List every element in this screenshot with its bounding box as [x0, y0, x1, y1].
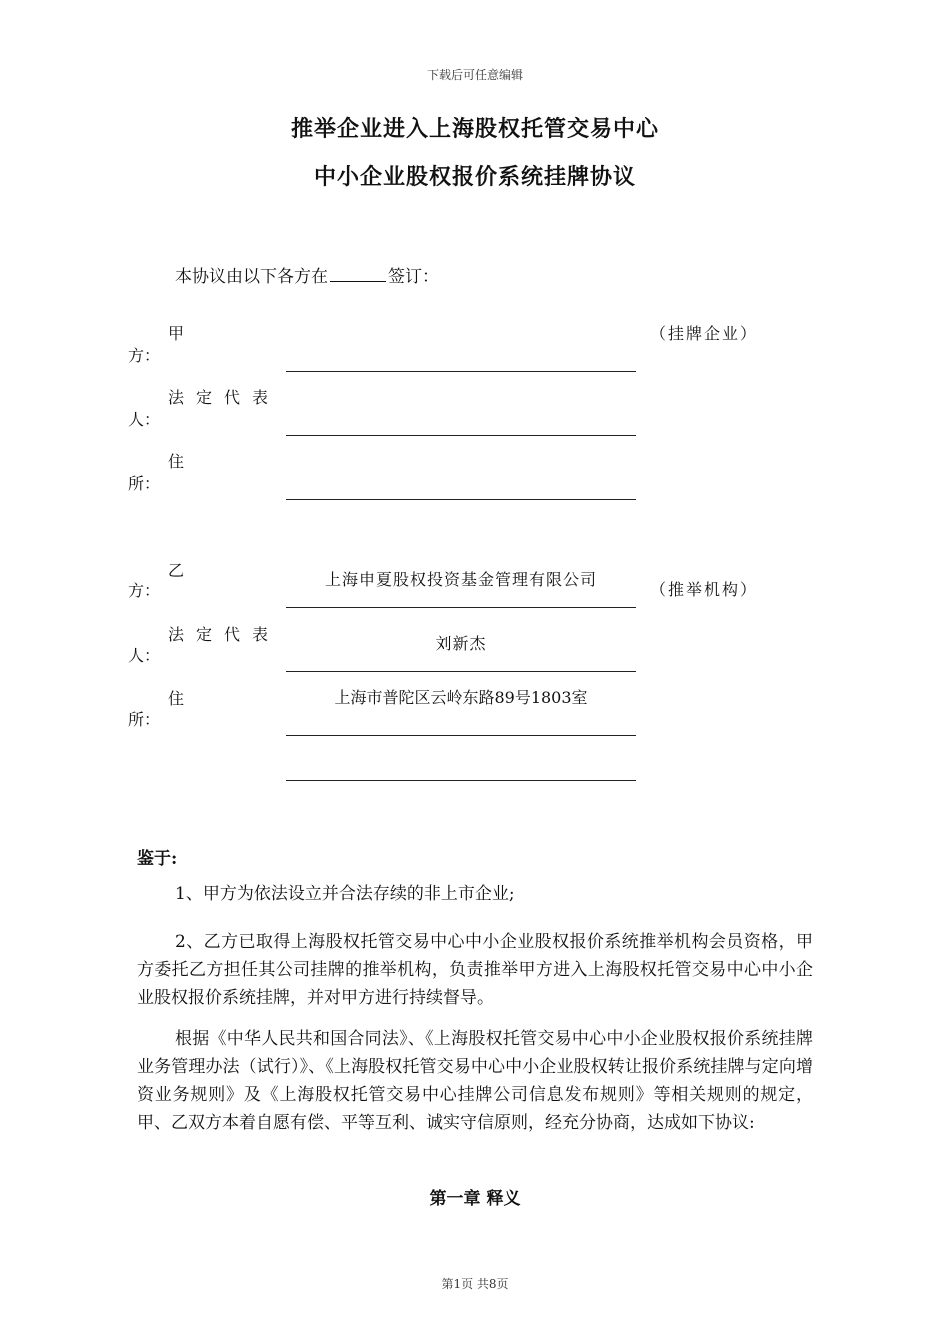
party-a-addr-line [286, 499, 636, 500]
party-a-label-bottom: 方： [128, 346, 161, 365]
party-b-addr-label-bottom: 所： [128, 710, 161, 729]
party-b-rep-label-top: 法定代表 [168, 625, 281, 644]
intro-before: 本协议由以下各方在 [175, 267, 328, 287]
party-b-extra-line [286, 780, 636, 781]
party-a-role: （挂牌企业） [650, 324, 759, 343]
party-b-label-top: 乙 [168, 561, 195, 580]
document-title-line2: 中小企业股权报价系统挂牌协议 [313, 165, 636, 190]
party-a-rep-label-top: 法定代表 [168, 388, 281, 407]
document-title-line1: 推举企业进入上海股权托管交易中心 [290, 117, 659, 142]
page-footer: 第1页 共8页 [441, 1277, 509, 1291]
signing-place-blank [330, 267, 386, 282]
header-note: 下载后可任意编辑 [426, 68, 523, 82]
whereas-item-2: 2、乙方已取得上海股权托管交易中心中小企业股权报价系统推举机构会员资格，甲方委托乙方担任其公司挂牌的推举机构，负责推举甲方进入上海股权托管交易中心中小企业股权报价系统挂牌，并对甲方进行持续督导。 [137, 932, 813, 1008]
party-a-addr-label-bottom: 所： [128, 474, 161, 493]
party-b-rep-line [286, 671, 636, 672]
party-a-name-line [286, 371, 636, 372]
chapter-title: 第一章 释义 [429, 1189, 521, 1209]
party-a-rep-line [286, 435, 636, 436]
basis-paragraph: 根据《中华人民共和国合同法》、《上海股权托管交易中心中小企业股权报价系统挂牌业务管理办法（试行）》、《上海股权托管交易中心中小企业股权转让报价系统挂牌与定向增资业务规则》及《上海股权托管交易中心挂牌公司信息发布规则》等相关规则的规定，甲、乙双方本着自愿有偿、平等互利、诚实守信原则，经充分协商，达成如下协议: [137, 1029, 813, 1133]
party-a-rep-label-bottom: 人： [128, 410, 161, 429]
party-b-name: 上海申夏股权投资基金管理有限公司 [324, 570, 597, 589]
whereas-heading: 鉴于: [137, 849, 178, 869]
party-b-label-bottom: 方： [128, 581, 161, 600]
whereas-item-1: 1、甲方为依法设立并合法存续的非上市企业; [175, 884, 515, 904]
party-b-addr-line [286, 735, 636, 736]
intro-after: 签订： [388, 267, 439, 287]
party-b-rep-label-bottom: 人： [128, 646, 161, 665]
party-a-label-top: 甲 [168, 324, 195, 343]
party-a-addr-label-top: 住 [168, 452, 195, 471]
party-b-role: （推举机构） [650, 580, 759, 599]
intro-sentence [175, 262, 439, 287]
party-b-representative: 刘新杰 [435, 634, 487, 653]
party-b-addr-label-top: 住 [168, 689, 195, 708]
party-b-address: 上海市普陀区云岭东路89号1803室 [334, 688, 588, 707]
party-b-name-line [286, 607, 636, 608]
